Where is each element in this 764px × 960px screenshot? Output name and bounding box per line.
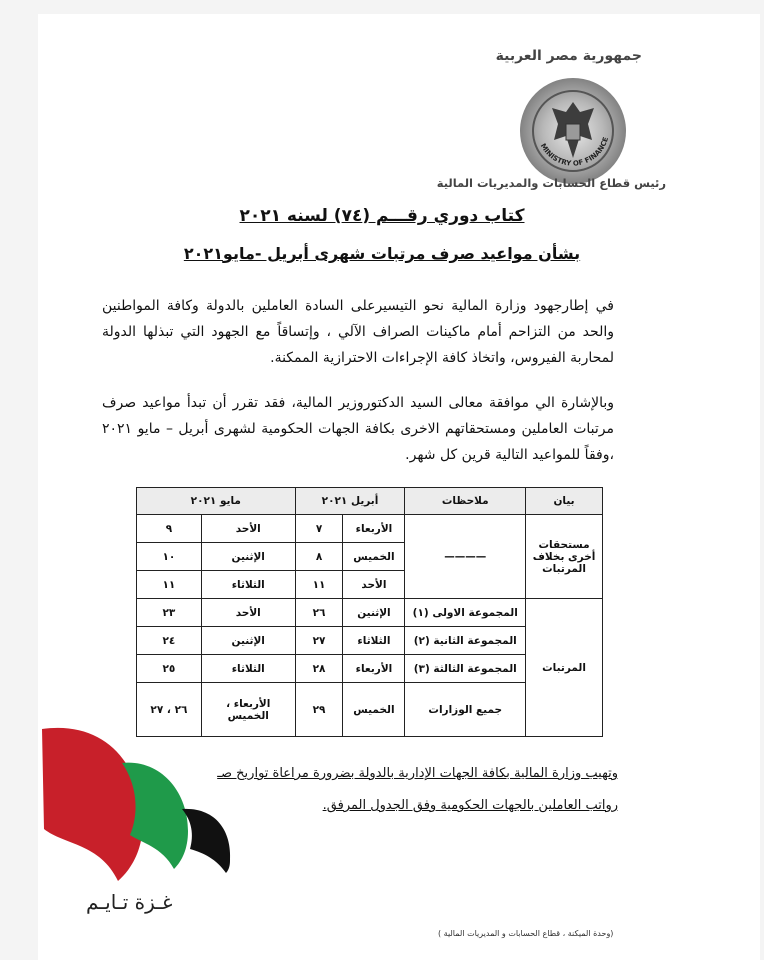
- april-date: ٢٨: [295, 655, 343, 683]
- april-day: الأحد: [343, 571, 405, 599]
- may-date: ٢٦ ، ٢٧: [137, 683, 202, 737]
- may-day: الثلاثاء: [201, 571, 295, 599]
- salary-schedule-table: [136, 487, 603, 737]
- april-date: ٧: [295, 515, 343, 543]
- subject-title: [0, 244, 764, 263]
- april-date: ٢٦: [295, 599, 343, 627]
- april-day: الإثنين: [343, 599, 405, 627]
- header-notes: ملاحظات: [405, 488, 526, 515]
- april-day: الخميس: [343, 683, 405, 737]
- may-date: ١٠: [137, 543, 202, 571]
- row-note: المجموعة الثانية (٢): [405, 627, 526, 655]
- april-date: ٢٧: [295, 627, 343, 655]
- eagle-emblem-icon: [520, 78, 626, 184]
- seal-text: MINISTRY OF FINANCE: [538, 136, 611, 168]
- ministry-seal: [520, 78, 626, 184]
- may-date: ٢٣: [137, 599, 202, 627]
- april-day: الثلاثاء: [343, 627, 405, 655]
- april-day: الخميس: [343, 543, 405, 571]
- sector-heading: رئيس قطاع الحسابات والمديريات المالية: [436, 176, 666, 190]
- notes-dash: ————: [405, 515, 526, 599]
- table-row: [137, 515, 603, 543]
- paragraph-intro: في إطارجهود وزارة المالية نحو التيسيرعلى السادة العاملين بالدولة وكافة المواطنين والحد من التزاحم أمام ماكينات الصراف الآلي ، وإتساقاً مع الجهود التي تبذلها الدولة لمحاربة الفيروس، واتخاذ كافة الإجراءات الاحترازية الممكنة.: [102, 298, 614, 366]
- may-day: الإثنين: [201, 543, 295, 571]
- may-day: الأحد: [201, 515, 295, 543]
- subject-text: بشأن مواعيد صرف مرتبات شهرى أبريل -مايو٢٠٢١: [183, 244, 581, 263]
- watermark-brand: غـزة تـايـم: [86, 890, 173, 914]
- row-note: جميع الوزارات: [405, 683, 526, 737]
- table-header-row: [137, 488, 603, 515]
- may-day: الأحد: [201, 599, 295, 627]
- gaza-time-logo-icon: [38, 725, 238, 885]
- paragraph-decision: وبالإشارة الي موافقة معالى السيد الدكتوروزير المالية، فقد تقرر أن تبدأ مواعيد صرف مرتبات العاملين ومستحقاتهم الاخرى بكافة الجهات الحكومية لشهرى أبريل – مايو ٢٠٢١ ،وفقاً للمواعيد التالية قرين كل شهر.: [102, 395, 614, 463]
- circular-title: [0, 206, 764, 226]
- header-statement: بيان: [526, 488, 603, 515]
- may-date: ٩: [137, 515, 202, 543]
- may-day: الأربعاء ، الخميس: [201, 683, 295, 737]
- april-date: ٨: [295, 543, 343, 571]
- april-date: ٢٩: [295, 683, 343, 737]
- header-april: أبريل ٢٠٢١: [295, 488, 405, 515]
- april-date: ١١: [295, 571, 343, 599]
- group-salaries: المرتبات: [526, 599, 603, 737]
- unit-note: (وحدة الميكنة ، قطاع الحسابات و المديريات المالية ): [438, 929, 614, 938]
- may-day: الإثنين: [201, 627, 295, 655]
- april-day: الأربعاء: [343, 655, 405, 683]
- may-day: الثلاثاء: [201, 655, 295, 683]
- header-may: مايو ٢٠٢١: [137, 488, 296, 515]
- footer-line-2-text: رواتب العاملين بالجهات الحكومية وفق الجدول المرفق.: [322, 798, 618, 813]
- row-note: المجموعة الثالثة (٣): [405, 655, 526, 683]
- may-date: ٢٤: [137, 627, 202, 655]
- table-row: [137, 599, 603, 627]
- republic-heading: جمهورية مصر العربية: [495, 48, 642, 64]
- group-other-dues: مستحقات أخرى بخلاف المرتبات: [526, 515, 603, 599]
- row-note: المجموعة الاولى (١): [405, 599, 526, 627]
- may-date: ١١: [137, 571, 202, 599]
- may-date: ٢٥: [137, 655, 202, 683]
- footer-line-1-text: وتهيب وزارة المالية بكافة الجهات الإدارية بالدولة بضرورة مراعاة تواريخ صـ: [217, 766, 618, 781]
- april-day: الأربعاء: [343, 515, 405, 543]
- circular-number: كتاب دوري رقـــم (٧٤) لسنه ٢٠٢١: [239, 206, 525, 226]
